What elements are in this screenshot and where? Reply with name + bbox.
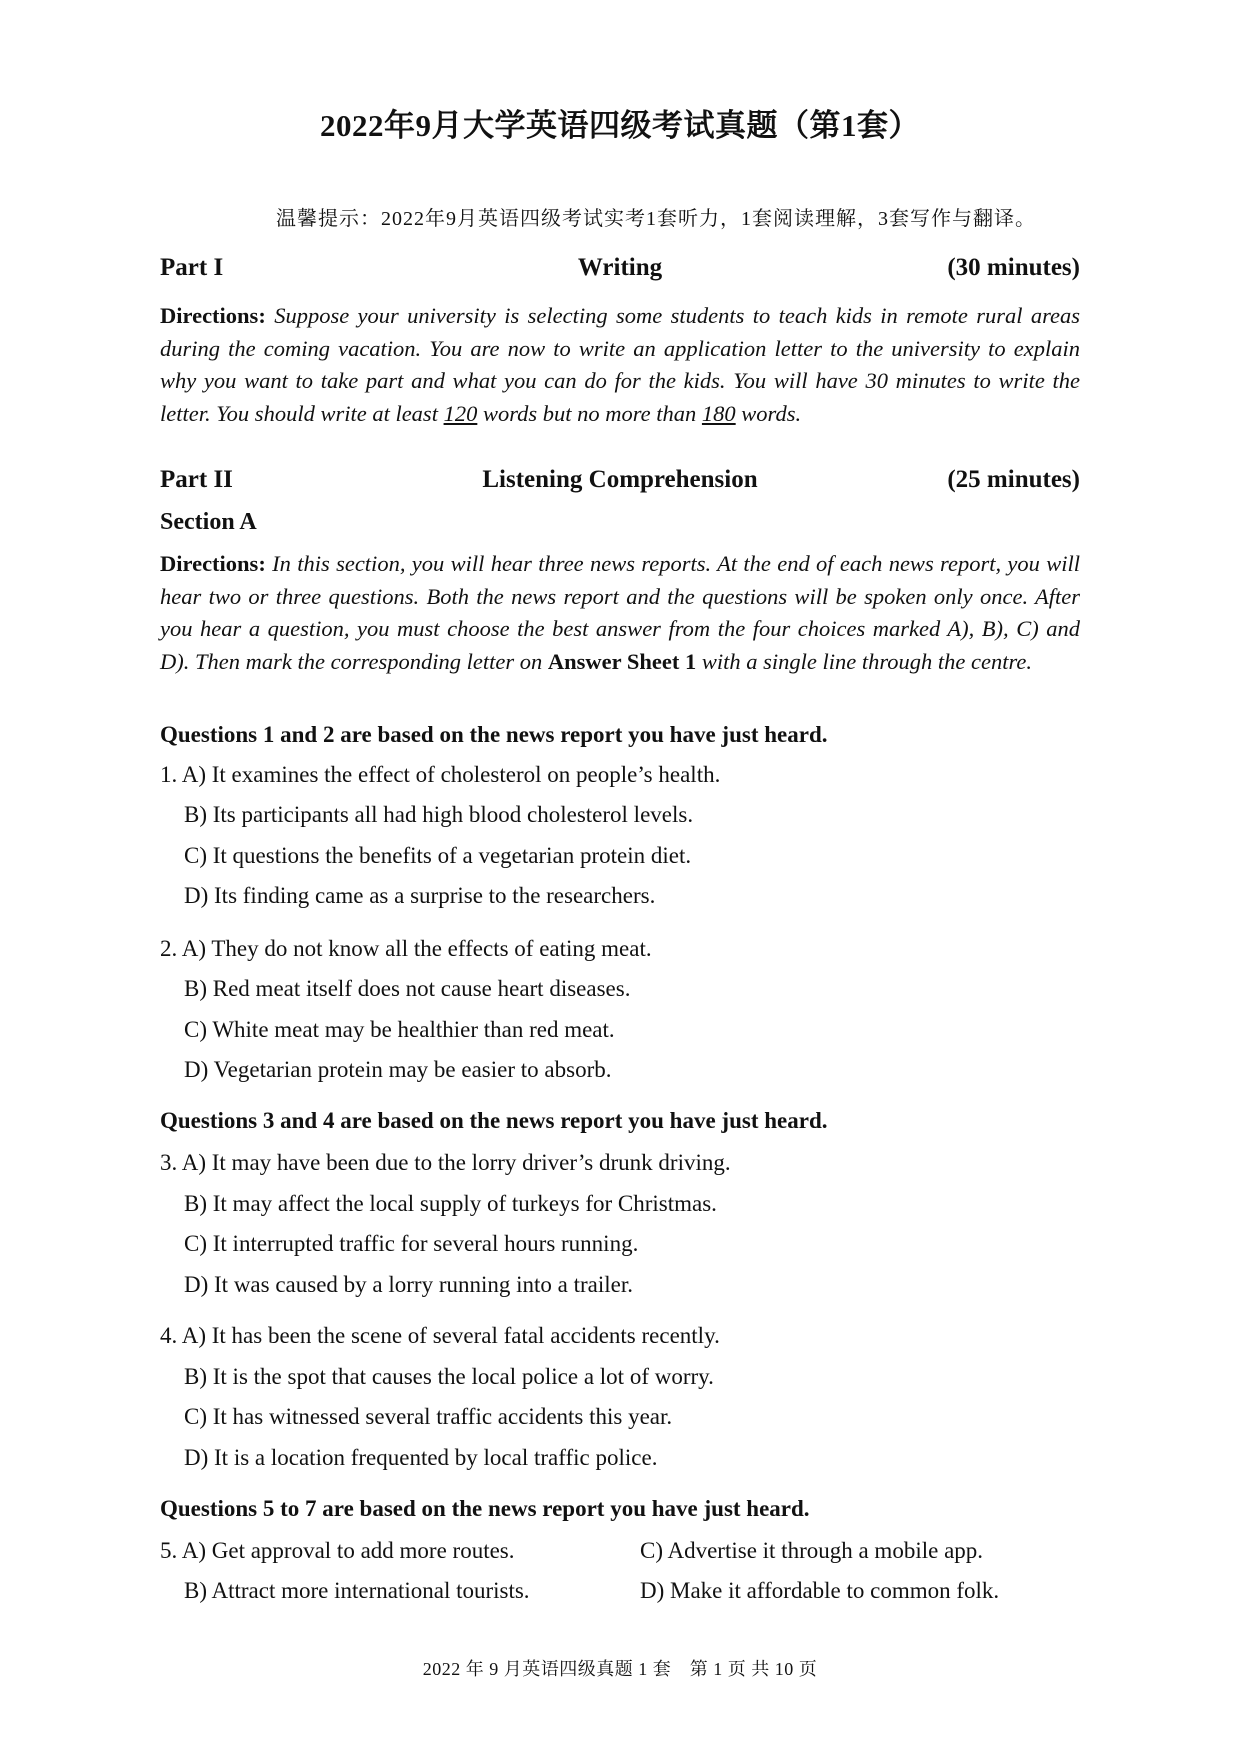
part1-directions-label: Directions: [160,303,266,328]
q4-option-b: B) It is the spot that causes the local police a lot of worry. [184,1364,714,1389]
q2-option-c: C) White meat may be healthier than red meat. [184,1017,615,1042]
part1-directions-text-c: words. [741,400,802,426]
part2-directions-text-b: with a single line through the centre. [701,648,1032,674]
q2-option-a: 2. A) They do not know all the effects of eating meat. [160,936,652,961]
part2-directions [160,548,1080,678]
q3-option-d: D) It was caused by a lorry running into a trailer. [184,1272,634,1297]
part2-directions-label: Directions: [160,551,266,576]
part2-name: Listening Comprehension [482,466,758,493]
q2-option-b: B) Red meat itself does not cause heart diseases. [184,976,631,1001]
group-heading-2: Questions 3 and 4 are based on the news report you have just heard. [160,1108,828,1133]
page-footer: 2022 年 9 月英语四级真题 1 套 第 1 页 共 10 页 [422,1659,818,1679]
part2-directions-text-a: In this section, you will hear three news reports. At the end of each news report, you will hear two or three questions. Both the news report and the questions will be spoken only once. After you hear a question, you must choose the best answer from the four choices marked A), B), C) and D). Then mark the corresponding letter on [160,551,1080,674]
q4-option-c: C) It has witnessed several traffic accidents this year. [184,1404,673,1429]
q2-option-d: D) Vegetarian protein may be easier to absorb. [184,1057,612,1082]
q3-option-a: 3. A) It may have been due to the lorry driver’s drunk driving. [160,1150,731,1175]
q5-option-c: C) Advertise it through a mobile app. [640,1538,984,1563]
tip-note: 温馨提示：2022年9月英语四级考试实考1套听力，1套阅读理解，3套写作与翻译。 [276,208,1036,230]
part1-label: Part I [160,254,224,281]
group-heading-1: Questions 1 and 2 are based on the news report you have just heard. [160,722,828,747]
group-heading-3: Questions 5 to 7 are based on the news report you have just heard. [160,1496,810,1521]
part1-time: (30 minutes) [947,254,1080,281]
part2-label: Part II [160,466,233,493]
part2-header [160,466,1080,502]
q5-option-d: D) Make it affordable to common folk. [640,1578,1000,1603]
part1-directions-text-a: Suppose your university is selecting some students to teach kids in remote rural areas during the coming vacation. You are now to write an application letter to the university to explain why you want to take part and what you can do for the kids. You will have 30 minutes to write the letter. You should write at least [160,303,1080,426]
section-a-heading: Section A [160,509,257,535]
answer-sheet-label: Answer Sheet 1 [547,648,697,674]
q4-option-d: D) It is a location frequented by local traffic police. [184,1445,658,1470]
q4-option-a: 4. A) It has been the scene of several fatal accidents recently. [160,1323,720,1348]
q5-option-a: 5. A) Get approval to add more routes. [160,1538,515,1563]
part1-name: Writing [577,254,663,281]
q1-option-c: C) It questions the benefits of a vegetarian protein diet. [184,843,692,868]
part1-header [160,254,1080,290]
q1-option-a: 1. A) It examines the effect of cholesterol on people’s health. [160,762,721,787]
q5-option-b: B) Attract more international tourists. [184,1578,530,1603]
part1-directions [160,300,1080,430]
q3-option-c: C) It interrupted traffic for several hours running. [184,1231,639,1256]
q1-option-d: D) Its finding came as a surprise to the researchers. [184,883,656,908]
part2-time: (25 minutes) [947,466,1080,493]
max-words: 180 [701,400,736,426]
min-words: 120 [443,400,478,426]
q3-option-b: B) It may affect the local supply of turkeys for Christmas. [184,1191,717,1216]
page-title: 2022年9月大学英语四级考试真题（第1套） [320,108,920,143]
q1-option-b: B) Its participants all had high blood cholesterol levels. [184,802,694,827]
part1-directions-text-b: words but no more than [482,400,697,426]
